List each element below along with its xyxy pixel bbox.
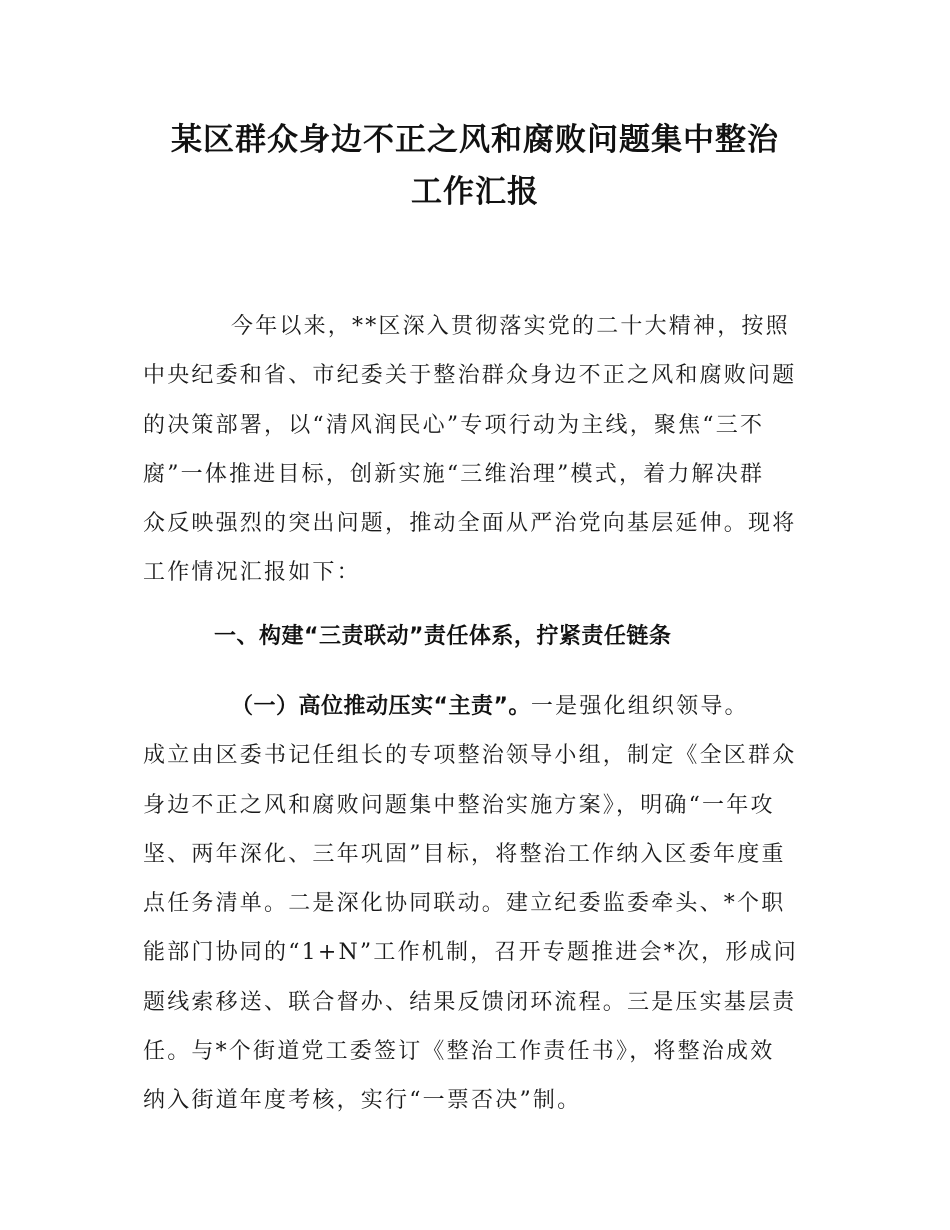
section-1-heading: 一、构建“三责联动”责任体系，拧紧责任链条 bbox=[214, 624, 672, 649]
subsection-1-line: 坚、两年深化、三年巩固”目标，将整治工作纳入区委年度重 bbox=[143, 841, 786, 867]
intro-line: 中央纪委和省、市纪委关于整治群众身边不正之风和腐败问题 bbox=[143, 363, 797, 389]
subsection-1-line: 能部门协同的“1+N”工作机制，召开专题推进会*次，形成问 bbox=[143, 940, 798, 966]
intro-line: 今年以来，**区深入贯彻落实党的二十大精神，按照 bbox=[231, 314, 790, 339]
subsection-1-line: 成立由区委书记任组长的专项整治领导小组，制定《全区群众 bbox=[143, 743, 797, 769]
intro-line: 的决策部署，以“清风润民心”专项行动为主线，聚焦“三不 bbox=[143, 412, 765, 438]
subsection-1-first-line-text: 一是强化组织领导。 bbox=[530, 694, 749, 719]
subsection-1-line: 身边不正之风和腐败问题集中整治实施方案》，明确“一年攻 bbox=[143, 792, 775, 818]
subsection-1-paragraph bbox=[143, 682, 823, 1126]
subsection-1-line: 任。与*个街道党工委签订《整治工作责任书》，将整治成效 bbox=[143, 1039, 775, 1065]
document-title-line-1: 某区群众身边不正之风和腐败问题集中整治 bbox=[171, 122, 779, 158]
subsection-1-line: 点任务清单。二是深化协同联动。建立纪委监委牵头、*个职 bbox=[143, 891, 786, 917]
document-title-line-2: 工作汇报 bbox=[411, 174, 539, 210]
intro-line: 腐”一体推进目标，创新实施“三维治理”模式，着力解决群 bbox=[143, 461, 765, 487]
subsection-1-line: 纳入街道年度考核，实行“一票否决”制。 bbox=[143, 1088, 582, 1114]
subsection-1-heading: （一）高位推动压实“主责”。 bbox=[231, 694, 531, 719]
intro-line: 众反映强烈的突出问题，推动全面从严治党向基层延伸。现将 bbox=[143, 511, 797, 537]
subsection-1-line: 题线索移送、联合督办、结果反馈闭环流程。三是压实基层责 bbox=[143, 989, 797, 1015]
subsection-1-first-line bbox=[143, 682, 823, 731]
intro-line: 工作情况汇报如下： bbox=[143, 560, 361, 586]
intro-paragraph bbox=[143, 302, 823, 598]
